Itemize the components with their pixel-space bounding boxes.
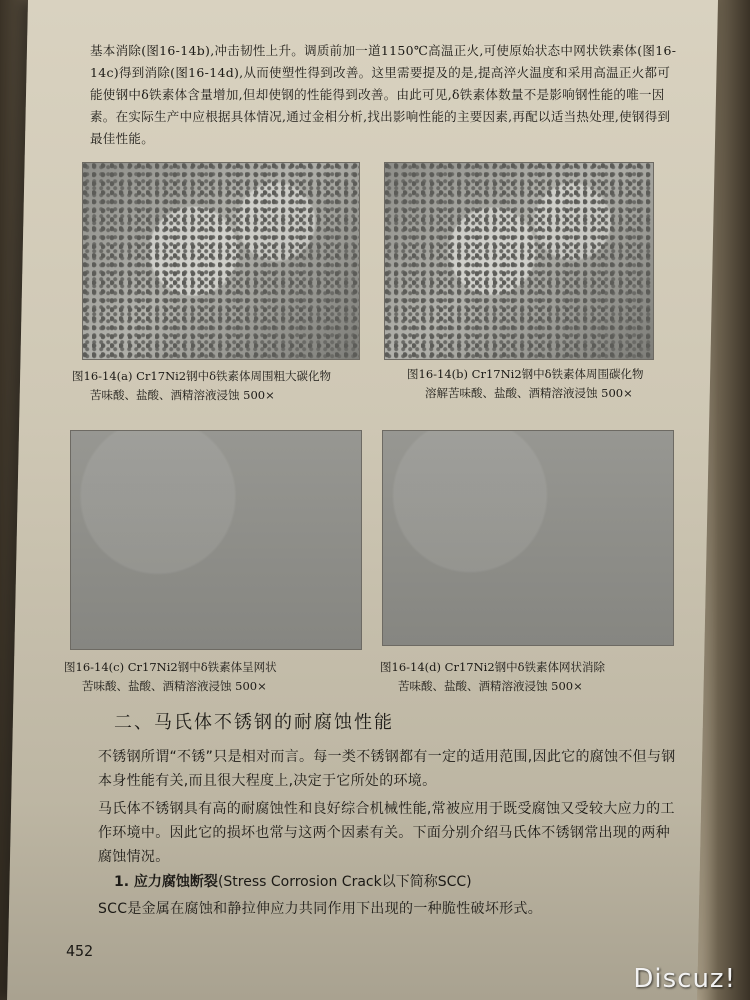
subsection-title [114,871,472,891]
paragraph-4: SCC是金属在腐蚀和静拉伸应力共同作用下出现的一种脆性破坏形式。 [98,901,543,917]
page-content [62,0,677,1000]
micrograph-d [382,430,674,646]
micrograph-c [70,430,362,650]
figure-caption-a [72,367,331,405]
caption-b-line2: 溶解苦味酸、盐酸、酒精溶液浸蚀 500× [425,386,633,400]
figure-caption-b [407,365,644,403]
section-title: 二、马氏体不锈钢的耐腐蚀性能 [114,712,394,733]
paragraph-3: 马氏体不锈钢具有高的耐腐蚀性和良好综合机械性能,常被应用于既受腐蚀又受较大应力的工作环境中。因此它的损坏也常与这两个因素有关。下面分别介绍马氏体不锈钢常出现的两种腐蚀情况。 [98,801,675,865]
caption-b-line1: 图16-14(b) Cr17Ni2钢中δ铁素体周围碳化物 [407,367,644,381]
caption-a-line1: 图16-14(a) Cr17Ni2钢中δ铁素体周围粗大碳化物 [72,369,332,383]
caption-d-line1: 图16-14(d) Cr17Ni2钢中δ铁素体网状消除 [380,660,606,674]
figure-caption-d [380,658,605,696]
micrograph-a [82,162,360,360]
caption-d-line2: 苦味酸、盐酸、酒精溶液浸蚀 500× [398,679,583,693]
paragraph-top: 基本消除(图16-14b),冲击韧性上升。调质前加一道1150℃高温正火,可使原始状态中网状铁素体(图16-14c)得到消除(图16-14d),从而使塑性得到改善。这里需要提及的是,提高淬火温度和采用高温正火都可能使钢中δ铁素体含量增加,但却使钢的性能得到改善。由此可见,δ铁素体数量不是影响钢性能的唯一因素。在实际生产中应根据具体情况,通过金相分析,找出影响性能的主要因素,再配以适当热处理,使钢得到最佳性能。 [90,43,677,146]
subsection-title-cn: 1. 应力腐蚀断裂 [114,874,218,890]
figure-caption-c [64,658,277,696]
watermark-logo: Discuz! [633,964,736,994]
page-number: 452 [66,942,94,960]
subsection-title-en: (Stress Corrosion Crack以下简称SCC) [217,874,472,890]
caption-c-line2: 苦味酸、盐酸、酒精溶液浸蚀 500× [82,679,267,693]
caption-c-line1: 图16-14(c) Cr17Ni2钢中δ铁素体呈网状 [64,660,277,674]
caption-a-line2: 苦味酸、盐酸、酒精溶液浸蚀 500× [90,388,275,402]
micrograph-b [384,162,654,360]
paragraph-2: 不锈钢所谓“不锈”只是相对而言。每一类不锈钢都有一定的适用范围,因此它的腐蚀不但与钢本身性能有关,而且很大程度上,决定于它所处的环境。 [98,749,676,789]
